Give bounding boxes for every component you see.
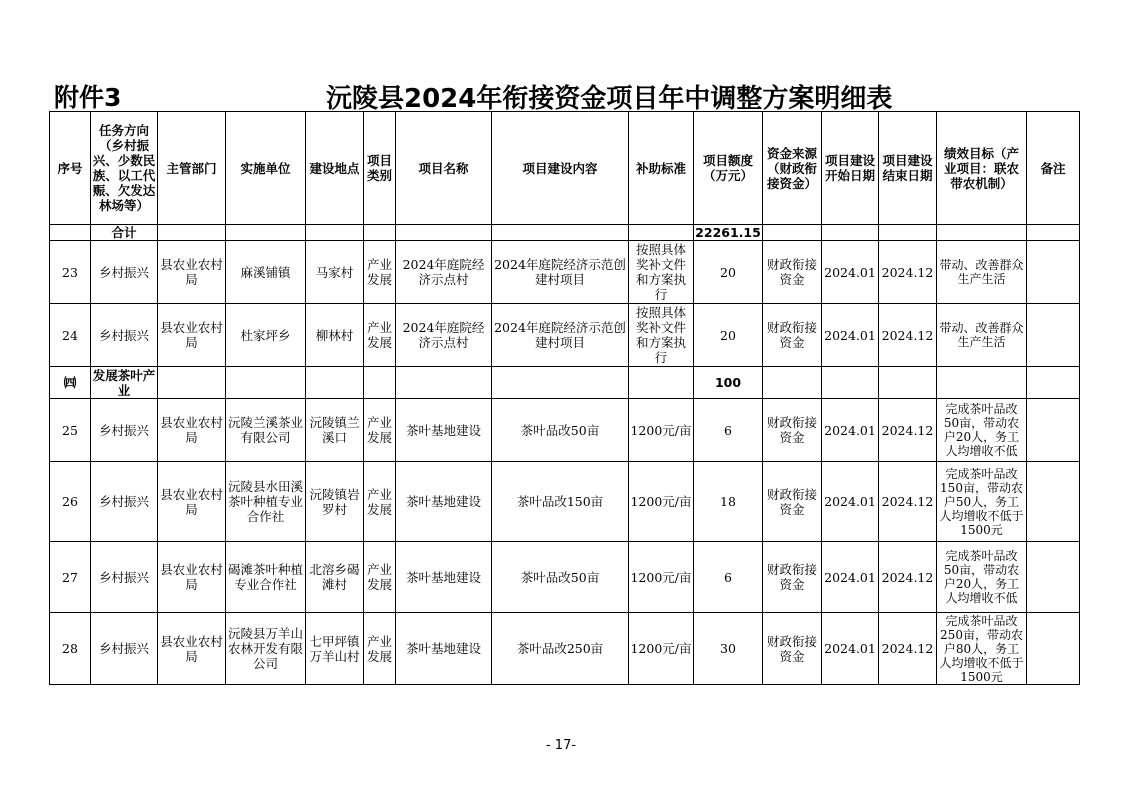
header-location: 建设地点 [306, 112, 364, 225]
cell-direction: 乡村振兴 [91, 304, 158, 367]
cell-source: 财政衔接资金 [763, 399, 822, 462]
cell-end: 2024.12 [879, 304, 937, 367]
cell-remark [1027, 613, 1080, 685]
section-amount: 100 [694, 367, 763, 399]
cell-dept: 县农业农村局 [158, 462, 226, 542]
cell-end: 2024.12 [879, 241, 937, 304]
section-seq: ㈣ [50, 367, 91, 399]
header-unit: 实施单位 [226, 112, 306, 225]
cell-amount: 6 [694, 542, 763, 613]
header-amount: 项目额度（万元） [694, 112, 763, 225]
header-row [50, 112, 1080, 225]
header-name: 项目名称 [396, 112, 492, 225]
cell-remark [1027, 399, 1080, 462]
cell-location: 柳林村 [306, 304, 364, 367]
cell-content: 茶叶品改250亩 [492, 613, 629, 685]
cell-dept: 县农业农村局 [158, 241, 226, 304]
cell-seq: 28 [50, 613, 91, 685]
cell-remark [1027, 241, 1080, 304]
table-row [50, 613, 1080, 685]
total-amount: 22261.15 [695, 225, 761, 240]
table-row [50, 241, 1080, 304]
cell-category: 产业发展 [364, 613, 396, 685]
cell-unit: 沅陵兰溪茶业有限公司 [226, 399, 306, 462]
cell-location: 沅陵镇岩罗村 [306, 462, 364, 542]
header-remark: 备注 [1027, 112, 1080, 225]
cell-category: 产业发展 [364, 241, 396, 304]
cell-dept: 县农业农村局 [158, 304, 226, 367]
cell-unit: 杜家坪乡 [226, 304, 306, 367]
header-end: 项目建设结束日期 [879, 112, 937, 225]
cell-seq: 25 [50, 399, 91, 462]
total-label: 合计 [91, 225, 158, 241]
cell-performance: 完成茶叶品改150亩，带动农户50人，务工人均增收不低于1500元 [937, 462, 1027, 542]
cell-category: 产业发展 [364, 399, 396, 462]
cell-dept: 县农业农村局 [158, 399, 226, 462]
cell-source: 财政衔接资金 [763, 542, 822, 613]
header-category: 项目类别 [364, 112, 396, 225]
cell-category: 产业发展 [364, 304, 396, 367]
header-content: 项目建设内容 [492, 112, 629, 225]
cell-start: 2024.01 [822, 241, 879, 304]
cell-name: 2024年庭院经济示点村 [396, 304, 492, 367]
cell-name: 茶叶基地建设 [396, 462, 492, 542]
cell-subsidy: 1200元/亩 [629, 542, 694, 613]
table-row [50, 542, 1080, 613]
cell-end: 2024.12 [879, 613, 937, 685]
header-performance: 绩效目标（产业项目：联农带农机制） [937, 112, 1027, 225]
cell-subsidy: 1200元/亩 [629, 462, 694, 542]
header-subsidy: 补助标准 [629, 112, 694, 225]
cell-source: 财政衔接资金 [763, 304, 822, 367]
cell-amount: 6 [694, 399, 763, 462]
table-row [50, 399, 1080, 462]
cell-start: 2024.01 [822, 542, 879, 613]
cell-seq: 23 [50, 241, 91, 304]
cell-end: 2024.12 [879, 399, 937, 462]
cell-unit: 沅陵县万羊山农林开发有限公司 [226, 613, 306, 685]
cell-source: 财政衔接资金 [763, 462, 822, 542]
cell-subsidy: 按照具体奖补文件和方案执行 [629, 241, 694, 304]
cell-source: 财政衔接资金 [763, 613, 822, 685]
cell-dept: 县农业农村局 [158, 613, 226, 685]
cell-unit: 沅陵县水田溪茶叶种植专业合作社 [226, 462, 306, 542]
header-dept: 主管部门 [158, 112, 226, 225]
cell-amount: 20 [694, 241, 763, 304]
cell-category: 产业发展 [364, 542, 396, 613]
cell-content: 茶叶品改150亩 [492, 462, 629, 542]
table-row [50, 462, 1080, 542]
cell-performance: 带动、改善群众生产生活 [937, 241, 1027, 304]
cell-location: 北溶乡碣滩村 [306, 542, 364, 613]
cell-location: 马家村 [306, 241, 364, 304]
cell-direction: 乡村振兴 [91, 399, 158, 462]
cell-amount: 30 [694, 613, 763, 685]
cell-remark [1027, 542, 1080, 613]
attachment-label: 附件3 [54, 83, 122, 112]
cell-location: 沅陵镇兰溪口 [306, 399, 364, 462]
cell-performance: 完成茶叶品改50亩，带动农户20人，务工人均增收不低 [937, 542, 1027, 613]
table-row [50, 304, 1080, 367]
cell-name: 茶叶基地建设 [396, 542, 492, 613]
cell-end: 2024.12 [879, 462, 937, 542]
cell-seq: 26 [50, 462, 91, 542]
project-table [49, 111, 1080, 685]
cell-performance: 带动、改善群众生产生活 [937, 304, 1027, 367]
cell-content: 2024年庭院经济示范创建村项目 [492, 241, 629, 304]
header-seq: 序号 [50, 112, 91, 225]
cell-start: 2024.01 [822, 613, 879, 685]
cell-dept: 县农业农村局 [158, 542, 226, 613]
cell-content: 茶叶品改50亩 [492, 542, 629, 613]
cell-location: 七甲坪镇万羊山村 [306, 613, 364, 685]
cell-name: 2024年庭院经济示点村 [396, 241, 492, 304]
cell-direction: 乡村振兴 [91, 462, 158, 542]
cell-seq: 27 [50, 542, 91, 613]
header-source: 资金来源（财政衔接资金） [763, 112, 822, 225]
cell-end: 2024.12 [879, 542, 937, 613]
page-number: - 17- [545, 738, 577, 753]
cell-direction: 乡村振兴 [91, 542, 158, 613]
cell-unit: 碣滩茶叶种植专业合作社 [226, 542, 306, 613]
cell-name: 茶叶基地建设 [396, 613, 492, 685]
cell-subsidy: 1200元/亩 [629, 399, 694, 462]
cell-content: 2024年庭院经济示范创建村项目 [492, 304, 629, 367]
header-direction: 任务方向（乡村振兴、少数民族、以工代赈、欠发达林场等） [91, 112, 158, 225]
cell-subsidy: 1200元/亩 [629, 613, 694, 685]
cell-unit: 麻溪铺镇 [226, 241, 306, 304]
cell-source: 财政衔接资金 [763, 241, 822, 304]
cell-name: 茶叶基地建设 [396, 399, 492, 462]
cell-category: 产业发展 [364, 462, 396, 542]
section-row [50, 367, 1080, 399]
cell-start: 2024.01 [822, 399, 879, 462]
cell-amount: 18 [694, 462, 763, 542]
cell-remark [1027, 462, 1080, 542]
cell-seq: 24 [50, 304, 91, 367]
total-row [50, 225, 1080, 241]
cell-remark [1027, 304, 1080, 367]
cell-amount: 20 [694, 304, 763, 367]
document-title: 沅陵县2024年衔接资金项目年中调整方案明细表 [326, 84, 893, 114]
cell-start: 2024.01 [822, 462, 879, 542]
cell-performance: 完成茶叶品改250亩，带动农户80人，务工人均增收不低于1500元 [937, 613, 1027, 685]
cell-subsidy: 按照具体奖补文件和方案执行 [629, 304, 694, 367]
cell-direction: 乡村振兴 [91, 241, 158, 304]
header-start: 项目建设开始日期 [822, 112, 879, 225]
cell-content: 茶叶品改50亩 [492, 399, 629, 462]
section-label: 发展茶叶产业 [91, 367, 158, 399]
cell-direction: 乡村振兴 [91, 613, 158, 685]
cell-start: 2024.01 [822, 304, 879, 367]
cell-performance: 完成茶叶品改50亩，带动农户20人，务工人均增收不低 [937, 399, 1027, 462]
